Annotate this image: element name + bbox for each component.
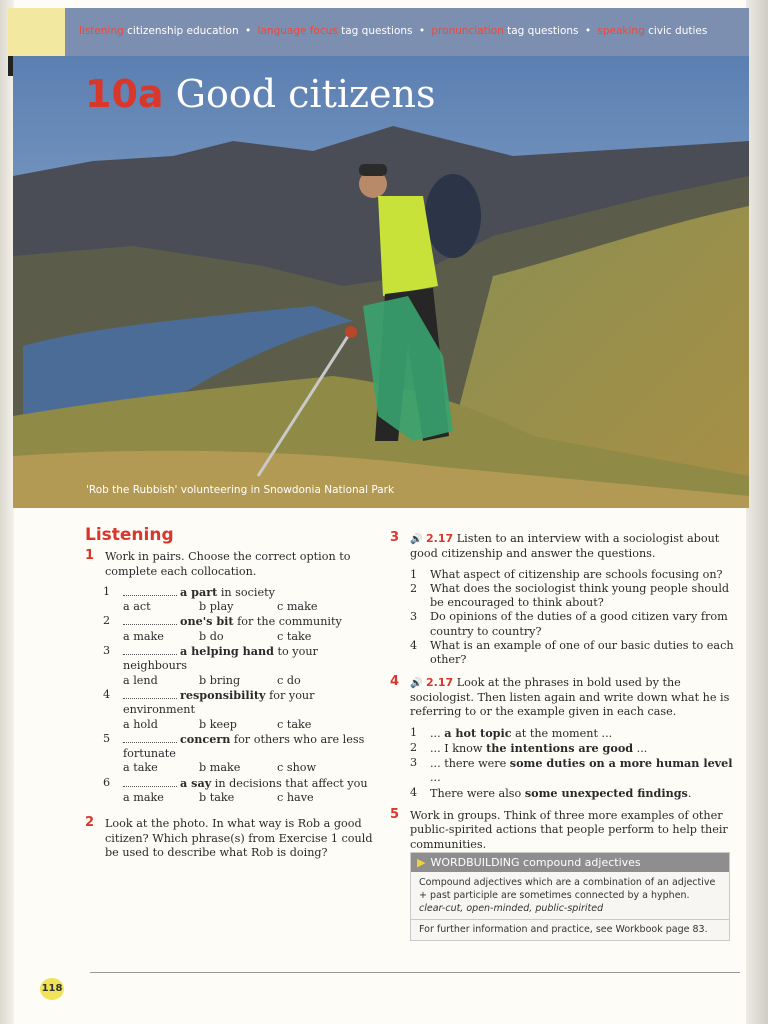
- item-number: 5: [103, 731, 111, 745]
- question-item: [410, 568, 735, 582]
- exercise-text: Look at the photo. In what way is Rob a good citizen? Which phrase(s) from Exercise 1 could be used to describe what Rob is doing?: [105, 817, 373, 859]
- option-c[interactable]: c make: [277, 600, 318, 614]
- instruction-text: Listen to an interview with a sociologist about good citizenship and answer the questions.: [410, 532, 720, 561]
- right-column: [390, 532, 735, 858]
- exercise-number: 3: [390, 530, 400, 545]
- audio-icon[interactable]: 🔊: [410, 677, 423, 689]
- phrase-number: 4: [410, 785, 418, 799]
- answer-blank[interactable]: [123, 645, 177, 655]
- question-number: 4: [410, 639, 418, 653]
- play-arrow-icon: ▶: [417, 856, 426, 869]
- exercise-4: [390, 673, 735, 720]
- collocation-rest: for your environment: [123, 688, 315, 717]
- exercise-number: 4: [390, 673, 400, 689]
- phrase-item: [410, 726, 735, 741]
- wordbuilding-heading: [411, 853, 729, 872]
- header-label-pronunciation: pronunciation: [431, 25, 504, 37]
- exercise-instruction: Work in pairs. Choose the correct option to complete each collocation.: [105, 550, 351, 578]
- option-a[interactable]: a hold: [123, 717, 158, 731]
- topic-header-text: [79, 25, 707, 37]
- question-number: 1: [410, 567, 418, 581]
- header-topic-language-focus: tag questions: [341, 25, 413, 37]
- header-topic-speaking: civic duties: [648, 25, 708, 37]
- header-separator: •: [584, 25, 592, 37]
- collocation-list: [103, 585, 375, 805]
- header-separator: •: [418, 25, 426, 37]
- option-c[interactable]: c have: [277, 791, 314, 805]
- header-topic-listening: citizenship education: [127, 25, 239, 37]
- header-topic-pronunciation: tag questions: [507, 25, 579, 37]
- exercise-number: 5: [390, 807, 400, 823]
- option-a[interactable]: a act: [123, 600, 151, 614]
- phrase-bold: a hot topic: [444, 725, 512, 740]
- phrase-pre: ...: [430, 726, 445, 740]
- exercise-2: [85, 817, 375, 860]
- option-row: [123, 718, 375, 732]
- option-c[interactable]: c show: [277, 761, 317, 775]
- collocation-item: [103, 644, 375, 688]
- collocation-rest: for the community: [233, 615, 342, 629]
- item-number: 6: [103, 775, 111, 789]
- question-text: What is an example of one of our basic duties to each other?: [430, 639, 734, 667]
- collocation-phrase: a helping hand: [180, 644, 274, 659]
- wordbuilding-title: WORDBUILDING compound adjectives: [430, 856, 641, 869]
- answer-blank[interactable]: [123, 689, 177, 699]
- collocation-item: [103, 614, 375, 644]
- option-a[interactable]: a make: [123, 791, 164, 805]
- answer-blank[interactable]: [123, 586, 177, 596]
- phrase-number: 1: [410, 725, 418, 739]
- phrase-number: 2: [410, 740, 418, 754]
- header-label-language-focus: language focus: [257, 25, 338, 37]
- option-row: [123, 761, 375, 775]
- option-b[interactable]: b do: [199, 629, 224, 643]
- left-column: [85, 525, 375, 866]
- collocation-phrase: a part: [180, 584, 218, 599]
- collocation-item: [103, 688, 375, 732]
- page-number: 118: [40, 978, 64, 1000]
- collocation-rest: in society: [217, 585, 275, 599]
- wordbuilding-box: [410, 852, 730, 941]
- question-list: [408, 568, 735, 668]
- audio-icon[interactable]: 🔊: [410, 534, 423, 545]
- question-number: 2: [410, 581, 418, 595]
- collocation-phrase: concern: [180, 731, 231, 746]
- item-number: 3: [103, 644, 111, 658]
- photo-caption: 'Rob the Rubbish' volunteering in Snowdonia National Park: [86, 484, 395, 496]
- collocation-rest: in decisions that affect you: [211, 776, 368, 790]
- phrase-post: at the moment ...: [511, 726, 613, 740]
- collocation-phrase: a say: [180, 775, 212, 790]
- question-number: 3: [410, 610, 418, 624]
- exercise-text: Work in groups. Think of three more examples of other public-spirited actions that people perform to help their communities.: [410, 809, 728, 851]
- question-item: [410, 610, 735, 639]
- option-row: [123, 674, 375, 688]
- question-item: [410, 639, 735, 668]
- option-b[interactable]: b take: [199, 791, 235, 805]
- phrase-post: .: [687, 786, 692, 800]
- phrase-bold: some unexpected findings: [524, 785, 688, 800]
- phrase-post: ...: [430, 771, 441, 785]
- wordbuilding-explanation: Compound adjectives which are a combination of an adjective + past participle are sometimes connected by a hyphen.: [419, 877, 716, 901]
- footer-rule: [90, 972, 740, 973]
- option-c[interactable]: c take: [277, 717, 312, 731]
- option-b[interactable]: b bring: [199, 673, 241, 687]
- item-number: 2: [103, 614, 111, 628]
- item-number: 1: [103, 584, 111, 598]
- scan-edge-right: [746, 0, 768, 1024]
- phrase-item: [410, 741, 735, 756]
- phrase-bold: some duties on a more human level: [509, 756, 733, 771]
- question-text: Do opinions of the duties of a good citizen vary from country to country?: [430, 610, 728, 638]
- phrase-number: 3: [410, 756, 418, 770]
- phrase-pre: ... there were: [430, 757, 510, 771]
- wordbuilding-reference: For further information and practice, see Workbook page 83.: [411, 919, 729, 940]
- collocation-phrase: one's bit: [180, 614, 234, 629]
- option-a[interactable]: a lend: [123, 673, 158, 687]
- header-separator: •: [244, 25, 252, 37]
- option-a[interactable]: a make: [123, 629, 164, 643]
- option-row: [123, 630, 375, 644]
- unit-title-text: Good citizens: [175, 72, 436, 116]
- phrase-pre: There were also: [430, 786, 525, 800]
- option-row: [123, 600, 375, 614]
- topic-header-bar: [65, 8, 749, 56]
- wordbuilding-examples: clear-cut, open-minded, public-spirited: [419, 903, 604, 914]
- exercise-number: 2: [85, 815, 95, 831]
- answer-blank[interactable]: [123, 615, 177, 625]
- option-row: [123, 791, 375, 805]
- collocation-item: [103, 732, 375, 776]
- phrase-post: ...: [633, 741, 648, 755]
- item-number: 4: [103, 687, 111, 701]
- phrase-bold: the intentions are good: [486, 740, 634, 755]
- unit-title: [85, 72, 435, 116]
- option-b[interactable]: b play: [199, 600, 234, 614]
- phrase-pre: ... I know: [430, 741, 487, 755]
- question-item: [410, 582, 735, 611]
- collocation-item: [103, 776, 375, 806]
- header-label-speaking: speaking: [597, 25, 645, 37]
- collocation-item: [103, 585, 375, 615]
- exercise-1: [85, 550, 375, 579]
- question-text: What aspect of citizenship are schools focusing on?: [430, 567, 723, 581]
- option-b[interactable]: b make: [199, 761, 241, 775]
- answer-blank[interactable]: [123, 777, 177, 787]
- collocation-phrase: responsibility: [180, 687, 266, 702]
- instruction-text: Look at the phrases in bold used by the sociologist. Then listen again and write down what he is referring to or the example given in each case.: [410, 675, 730, 719]
- hero-photo: [13, 56, 749, 508]
- exercise-instruction: [410, 676, 735, 720]
- collocation-rest: to your neighbours: [123, 645, 318, 673]
- question-text: What does the sociologist think young people should be encouraged to think about?: [430, 581, 730, 610]
- audio-track-number: 2.17: [426, 675, 454, 689]
- option-c[interactable]: c take: [277, 629, 312, 643]
- option-b[interactable]: b keep: [199, 717, 237, 731]
- phrase-item: [410, 786, 735, 801]
- option-c[interactable]: c do: [277, 673, 301, 687]
- scan-edge-left: [0, 0, 14, 1024]
- audio-track-number: 2.17: [426, 532, 454, 545]
- exercise-5: [390, 809, 735, 852]
- exercise-number: 1: [85, 548, 95, 564]
- collocation-rest: for others who are less fortunate: [123, 732, 365, 761]
- exercise-instruction: [410, 532, 735, 562]
- header-label-listening: listening: [79, 25, 124, 37]
- unit-number: 10a: [85, 72, 164, 116]
- phrase-item: [410, 756, 735, 786]
- hero-photo-illustration: [13, 56, 749, 508]
- section-heading-listening: Listening: [85, 525, 174, 545]
- corner-tab: [8, 8, 65, 56]
- wordbuilding-body: [411, 872, 729, 919]
- answer-blank[interactable]: [123, 733, 177, 743]
- exercise-3: [390, 532, 735, 562]
- option-a[interactable]: a take: [123, 761, 158, 775]
- phrase-list: [408, 726, 735, 801]
